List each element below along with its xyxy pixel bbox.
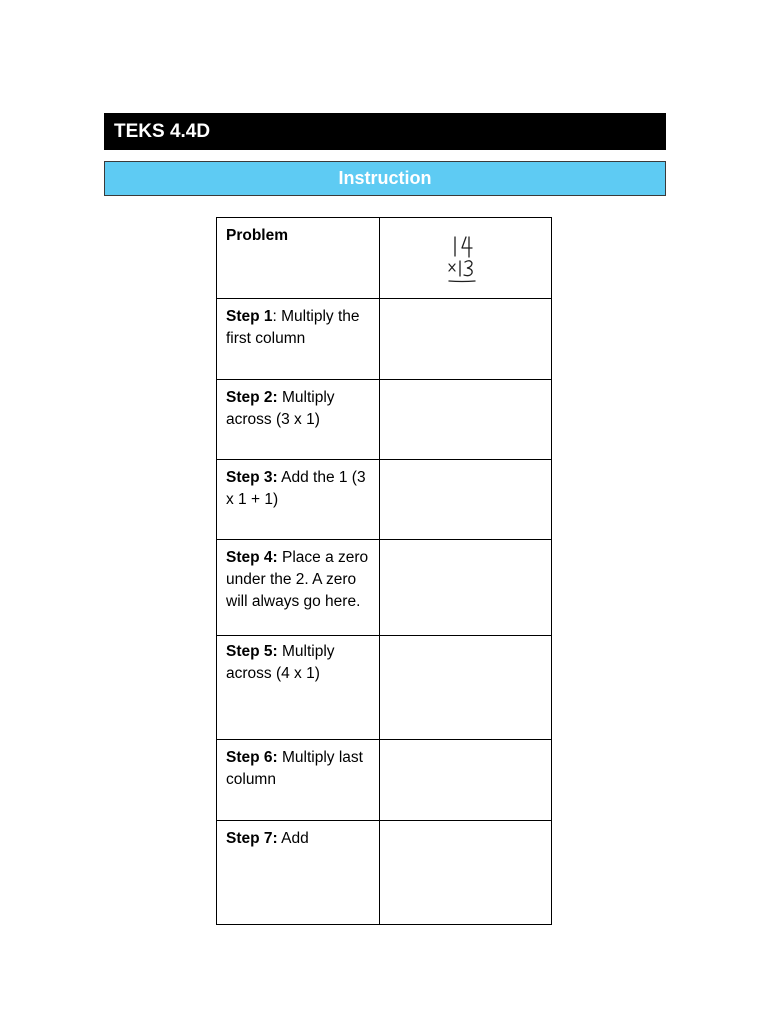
- section-heading: Instruction: [104, 161, 666, 196]
- step-text: Add: [277, 830, 309, 847]
- problem-work-cell: [380, 218, 552, 299]
- step-label: Step 7:: [226, 830, 278, 847]
- problem-label: Problem: [226, 227, 289, 244]
- step-label: Step 3:: [226, 469, 278, 486]
- problem-label-cell: [217, 218, 380, 299]
- step-row: [217, 821, 552, 925]
- step-instruction-cell: [217, 740, 380, 821]
- step-label: Step 2:: [226, 389, 278, 406]
- step-instruction-cell: [217, 299, 380, 380]
- step-instruction-cell: [217, 821, 380, 925]
- step-text: Multiply last column: [226, 749, 363, 788]
- step-instruction-cell: [217, 540, 380, 636]
- step-row: [217, 460, 552, 540]
- step-label: Step 5:: [226, 643, 278, 660]
- problem-row: [217, 218, 552, 299]
- step-text: Multiply across (4 x 1): [226, 643, 335, 682]
- handwritten-problem: [446, 233, 486, 285]
- page-title: TEKS 4.4D: [104, 113, 666, 150]
- step-work-cell: [380, 740, 552, 821]
- step-instruction-cell: [217, 460, 380, 540]
- step-instruction-cell: [217, 636, 380, 740]
- step-row: [217, 540, 552, 636]
- step-work-cell: [380, 540, 552, 636]
- step-row: [217, 636, 552, 740]
- step-work-cell: [380, 636, 552, 740]
- step-work-cell: [380, 460, 552, 540]
- step-instruction-cell: [217, 380, 380, 460]
- step-label: Step 6:: [226, 749, 278, 766]
- step-label: Step 4:: [226, 549, 278, 566]
- step-text: : Multiply the first column: [226, 308, 360, 347]
- step-text: Place a zero under the 2. A zero will always go here.: [226, 549, 369, 610]
- step-work-cell: [380, 380, 552, 460]
- step-row: [217, 740, 552, 821]
- step-work-cell: [380, 821, 552, 925]
- step-row: [217, 380, 552, 460]
- step-label: Step 1: [226, 308, 273, 325]
- steps-table: [216, 217, 552, 925]
- step-text: Multiply across (3 x 1): [226, 389, 335, 428]
- step-row: [217, 299, 552, 380]
- step-text: Add the 1 (3 x 1 + 1): [226, 469, 366, 508]
- step-work-cell: [380, 299, 552, 380]
